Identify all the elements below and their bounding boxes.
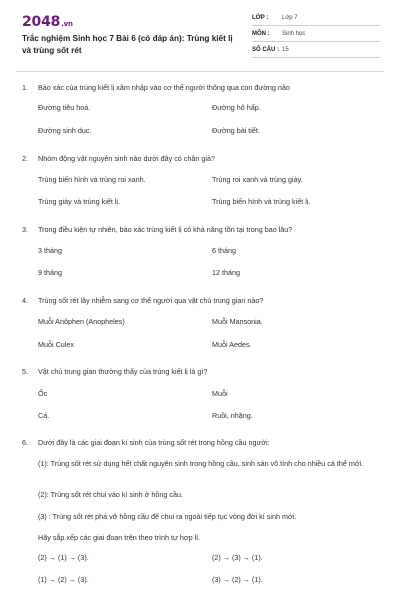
meta-table <box>252 10 380 58</box>
answer-option[interactable]: (1) → (2) → (3). <box>38 575 89 584</box>
answer-option[interactable]: Đường bài tiết. <box>212 126 260 135</box>
site-logo[interactable] <box>22 14 73 30</box>
question-number: 1. <box>22 83 28 92</box>
answer-option[interactable]: 12 tháng <box>212 268 240 277</box>
question-1 <box>22 82 382 93</box>
answer-option[interactable]: (3) → (2) → (1). <box>212 575 263 584</box>
meta-value: Sinh học <box>282 30 306 37</box>
question-text: Trùng sốt rét lây nhiễm sang cơ thể người qua vật chủ trung gian nào? <box>38 296 264 305</box>
question-text: Trong điều kiện tự nhiên, bào xác trùng kiết lị có khả năng tồn tại trong bao lâu? <box>38 225 293 234</box>
answer-option[interactable]: Muỗi Mansonia. <box>212 317 263 326</box>
meta-row-subject <box>252 26 380 42</box>
question-number: 6. <box>22 438 28 447</box>
meta-row-class <box>252 10 380 26</box>
answer-option[interactable]: Trùng biến hình và trùng roi xanh. <box>38 175 146 184</box>
page-header <box>0 0 400 66</box>
question-3 <box>22 224 382 235</box>
question-text: Dưới đây là các giai đoạn kí sinh của trùng sốt rét trong hồng cầu người: <box>38 438 270 447</box>
answer-option[interactable]: (2) → (3) → (1). <box>212 553 263 562</box>
question-4 <box>22 295 382 306</box>
logo-suffix: .vn <box>61 20 73 28</box>
meta-value: 15 <box>282 46 289 53</box>
answer-option[interactable]: Muỗi Anôphen (Anopheles) <box>38 317 125 326</box>
answer-option[interactable]: 9 tháng <box>38 268 62 277</box>
question-2 <box>22 153 382 164</box>
question-instruction: Hãy sắp xếp các giai đoạn trên theo trình tự hợp lí. <box>38 533 201 542</box>
meta-key: MÔN : <box>252 30 270 37</box>
answer-option[interactable]: Trùng biến hình và trùng kiết lị. <box>212 197 311 206</box>
question-text: Bào xác của trùng kiết lị xâm nhập vào cơ thể người thông qua con đường nào <box>38 83 290 92</box>
answer-option[interactable]: 3 tháng <box>38 246 62 255</box>
question-number: 5. <box>22 367 28 376</box>
question-number: 2. <box>22 154 28 163</box>
page-title: Trắc nghiệm Sinh học 7 Bài 6 (có đáp án): Trùng kiết lị và trùng sốt rét <box>22 34 233 55</box>
answer-option[interactable]: (2) → (1) → (3). <box>38 553 89 562</box>
answer-option[interactable]: Muỗi Aedes. <box>212 340 252 349</box>
answer-option[interactable]: Đường sinh dục. <box>38 126 92 135</box>
logo-main: 2048 <box>22 14 61 30</box>
question-number: 4. <box>22 296 28 305</box>
answer-option[interactable]: Muỗi <box>212 389 228 398</box>
stage-description: (1): Trùng sốt rét sử dụng hết chất nguyên sinh trong hồng cầu, sinh sản vô tính cho nhiều cá thể mới. <box>38 459 364 468</box>
stage-description: (3) : Trùng sốt rét phá vỡ hồng cầu để chui ra ngoài tiếp tục vòng đời kí sinh mới. <box>38 512 297 521</box>
header-divider <box>16 71 384 72</box>
answer-option[interactable]: Đường hô hấp. <box>212 103 261 112</box>
answer-option[interactable]: 6 tháng <box>212 246 236 255</box>
meta-row-count <box>252 42 380 58</box>
question-number: 3. <box>22 225 28 234</box>
question-6 <box>22 437 382 448</box>
question-text: Vật chủ trung gian thường thấy của trùng kiết lị là gì? <box>38 367 208 376</box>
meta-key: LỚP : <box>252 14 269 21</box>
answer-option[interactable]: Ốc <box>38 389 48 398</box>
answer-option[interactable]: Ruồi, nhặng. <box>212 411 253 420</box>
meta-value: Lớp 7 <box>282 14 298 21</box>
answer-option[interactable]: Cá. <box>38 411 50 420</box>
answer-option[interactable]: Trùng roi xanh và trùng giày. <box>212 175 303 184</box>
answer-option[interactable]: Muỗi Culex <box>38 340 74 349</box>
stage-description: (2): Trùng sốt rét chui vào kí sinh ở hồng cầu. <box>38 490 183 499</box>
question-text: Nhóm động vật nguyên sinh nào dưới đây có chân giả? <box>38 154 215 163</box>
question-5 <box>22 366 382 377</box>
meta-key: SỐ CÂU : <box>252 46 279 53</box>
answer-option[interactable]: Đường tiêu hoá. <box>38 103 91 112</box>
answer-option[interactable]: Trùng giày và trùng kiết lị. <box>38 197 121 206</box>
